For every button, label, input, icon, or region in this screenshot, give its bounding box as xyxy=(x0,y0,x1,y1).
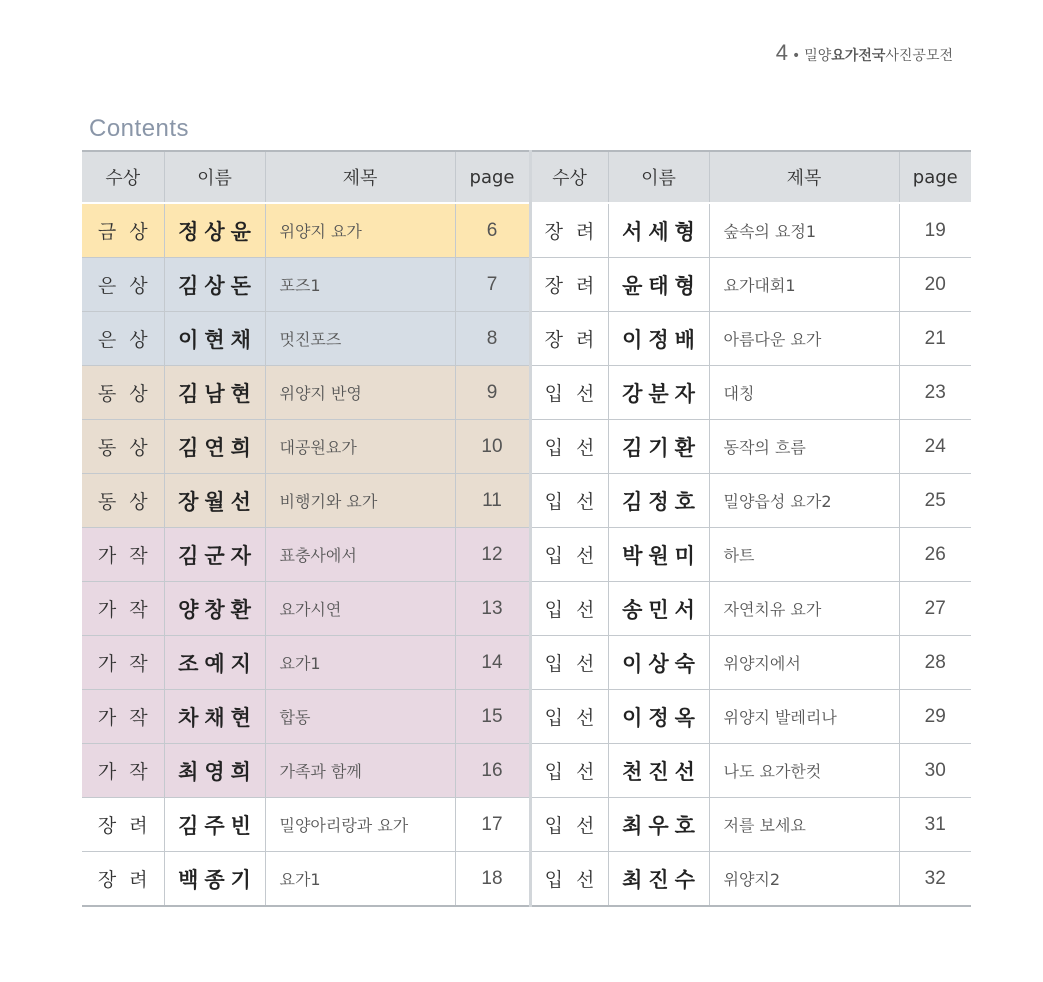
left-page-cell: 7 xyxy=(455,258,530,312)
right-award-cell: 입선 xyxy=(530,582,608,636)
left-title-cell: 표충사에서 xyxy=(265,528,455,582)
right-name-cell: 박원미 xyxy=(608,528,709,582)
left-title-cell: 가족과 함께 xyxy=(265,744,455,798)
table-row xyxy=(82,366,971,420)
right-award-cell: 입선 xyxy=(530,690,608,744)
right-name-cell: 서세형 xyxy=(608,203,709,258)
header-title xyxy=(804,45,953,65)
right-page-cell: 28 xyxy=(899,636,971,690)
right-title-cell: 아름다운 요가 xyxy=(709,312,899,366)
right-award-cell: 입선 xyxy=(530,528,608,582)
page-number: 4 xyxy=(775,40,788,65)
left-award-cell: 가작 xyxy=(82,690,164,744)
left-title-cell: 멋진포즈 xyxy=(265,312,455,366)
table-row xyxy=(82,798,971,852)
left-award-cell: 은상 xyxy=(82,312,164,366)
left-title-cell: 합동 xyxy=(265,690,455,744)
left-title-cell: 요가시연 xyxy=(265,582,455,636)
left-title-cell: 위양지 반영 xyxy=(265,366,455,420)
right-name-cell: 김정호 xyxy=(608,474,709,528)
header-title-part-1: 밀양 xyxy=(804,48,832,64)
left-page-cell: 15 xyxy=(455,690,530,744)
left-page-cell: 11 xyxy=(455,474,530,528)
right-page-cell: 31 xyxy=(899,798,971,852)
header-title-part-3: 사진공모전 xyxy=(885,48,953,64)
table-row xyxy=(82,420,971,474)
right-title-cell: 위양지 발레리나 xyxy=(709,690,899,744)
right-name-cell: 윤태형 xyxy=(608,258,709,312)
left-name-cell: 김주빈 xyxy=(164,798,265,852)
col-header-page: page xyxy=(455,151,530,203)
left-title-cell: 요가1 xyxy=(265,852,455,907)
table-row xyxy=(82,852,971,907)
right-title-cell: 하트 xyxy=(709,528,899,582)
left-name-cell: 장월선 xyxy=(164,474,265,528)
right-page-cell: 19 xyxy=(899,203,971,258)
left-page-cell: 8 xyxy=(455,312,530,366)
right-award-cell: 입선 xyxy=(530,636,608,690)
right-page-cell: 24 xyxy=(899,420,971,474)
table-row xyxy=(82,582,971,636)
right-title-cell: 위양지2 xyxy=(709,852,899,907)
left-award-cell: 가작 xyxy=(82,528,164,582)
left-award-cell: 가작 xyxy=(82,744,164,798)
right-page-cell: 29 xyxy=(899,690,971,744)
left-page-cell: 14 xyxy=(455,636,530,690)
right-name-cell: 강분자 xyxy=(608,366,709,420)
table-row xyxy=(82,258,971,312)
table-row xyxy=(82,690,971,744)
right-award-cell: 입선 xyxy=(530,798,608,852)
left-page-cell: 9 xyxy=(455,366,530,420)
right-award-cell: 장려 xyxy=(530,312,608,366)
right-award-cell: 입선 xyxy=(530,474,608,528)
col-header-page: page xyxy=(899,151,971,203)
left-award-cell: 가작 xyxy=(82,636,164,690)
right-award-cell: 입선 xyxy=(530,744,608,798)
right-title-cell: 나도 요가한컷 xyxy=(709,744,899,798)
table-row xyxy=(82,312,971,366)
right-name-cell: 송민서 xyxy=(608,582,709,636)
right-award-cell: 장려 xyxy=(530,258,608,312)
left-page-cell: 13 xyxy=(455,582,530,636)
left-award-cell: 장려 xyxy=(82,852,164,907)
right-name-cell: 천진선 xyxy=(608,744,709,798)
table-row xyxy=(82,528,971,582)
right-name-cell: 이정옥 xyxy=(608,690,709,744)
left-title-cell: 대공원요가 xyxy=(265,420,455,474)
right-title-cell: 밀양읍성 요가2 xyxy=(709,474,899,528)
left-name-cell: 김남현 xyxy=(164,366,265,420)
right-title-cell: 대칭 xyxy=(709,366,899,420)
right-name-cell: 이정배 xyxy=(608,312,709,366)
right-title-cell: 요가대회1 xyxy=(709,258,899,312)
left-award-cell: 동상 xyxy=(82,474,164,528)
left-title-cell: 위양지 요가 xyxy=(265,203,455,258)
contents-title: Contents xyxy=(89,115,190,142)
left-title-cell: 비행기와 요가 xyxy=(265,474,455,528)
col-header-name: 이름 xyxy=(608,151,709,203)
left-award-cell: 동상 xyxy=(82,366,164,420)
left-page-cell: 18 xyxy=(455,852,530,907)
right-page-cell: 21 xyxy=(899,312,971,366)
right-page-cell: 27 xyxy=(899,582,971,636)
right-award-cell: 입선 xyxy=(530,366,608,420)
left-title-cell: 포즈1 xyxy=(265,258,455,312)
right-title-cell: 저를 보세요 xyxy=(709,798,899,852)
left-name-cell: 이현채 xyxy=(164,312,265,366)
right-title-cell: 자연치유 요가 xyxy=(709,582,899,636)
col-header-title: 제목 xyxy=(709,151,899,203)
col-header-title: 제목 xyxy=(265,151,455,203)
left-name-cell: 정상윤 xyxy=(164,203,265,258)
left-name-cell: 차채현 xyxy=(164,690,265,744)
right-award-cell: 입선 xyxy=(530,852,608,907)
left-award-cell: 가작 xyxy=(82,582,164,636)
right-page-cell: 32 xyxy=(899,852,971,907)
left-title-cell: 밀양아리랑과 요가 xyxy=(265,798,455,852)
left-page-cell: 6 xyxy=(455,203,530,258)
contents-table xyxy=(82,150,971,907)
left-page-cell: 17 xyxy=(455,798,530,852)
left-title-cell: 요가1 xyxy=(265,636,455,690)
right-award-cell: 장려 xyxy=(530,203,608,258)
right-name-cell: 최우호 xyxy=(608,798,709,852)
right-name-cell: 최진수 xyxy=(608,852,709,907)
right-award-cell: 입선 xyxy=(530,420,608,474)
left-page-cell: 16 xyxy=(455,744,530,798)
left-name-cell: 양창환 xyxy=(164,582,265,636)
col-header-name: 이름 xyxy=(164,151,265,203)
col-header-award: 수상 xyxy=(82,151,164,203)
right-title-cell: 숲속의 요정1 xyxy=(709,203,899,258)
right-page-cell: 26 xyxy=(899,528,971,582)
left-name-cell: 백종기 xyxy=(164,852,265,907)
col-header-award: 수상 xyxy=(530,151,608,203)
left-page-cell: 12 xyxy=(455,528,530,582)
right-name-cell: 이상숙 xyxy=(608,636,709,690)
left-award-cell: 금상 xyxy=(82,203,164,258)
right-page-cell: 25 xyxy=(899,474,971,528)
header-title-part-2: 요가전국 xyxy=(831,48,886,64)
left-name-cell: 김군자 xyxy=(164,528,265,582)
table-row xyxy=(82,474,971,528)
right-name-cell: 김기환 xyxy=(608,420,709,474)
left-name-cell: 조예지 xyxy=(164,636,265,690)
page-header xyxy=(776,40,953,66)
right-title-cell: 위양지에서 xyxy=(709,636,899,690)
left-name-cell: 최영희 xyxy=(164,744,265,798)
left-award-cell: 장려 xyxy=(82,798,164,852)
left-name-cell: 김연희 xyxy=(164,420,265,474)
left-award-cell: 은상 xyxy=(82,258,164,312)
table-row xyxy=(82,203,971,258)
right-page-cell: 20 xyxy=(899,258,971,312)
table-row xyxy=(82,744,971,798)
table-row xyxy=(82,636,971,690)
header-bullet: • xyxy=(791,48,801,64)
right-page-cell: 23 xyxy=(899,366,971,420)
table-header-row xyxy=(82,151,971,203)
right-page-cell: 30 xyxy=(899,744,971,798)
left-page-cell: 10 xyxy=(455,420,530,474)
left-name-cell: 김상돈 xyxy=(164,258,265,312)
right-title-cell: 동작의 흐름 xyxy=(709,420,899,474)
left-award-cell: 동상 xyxy=(82,420,164,474)
